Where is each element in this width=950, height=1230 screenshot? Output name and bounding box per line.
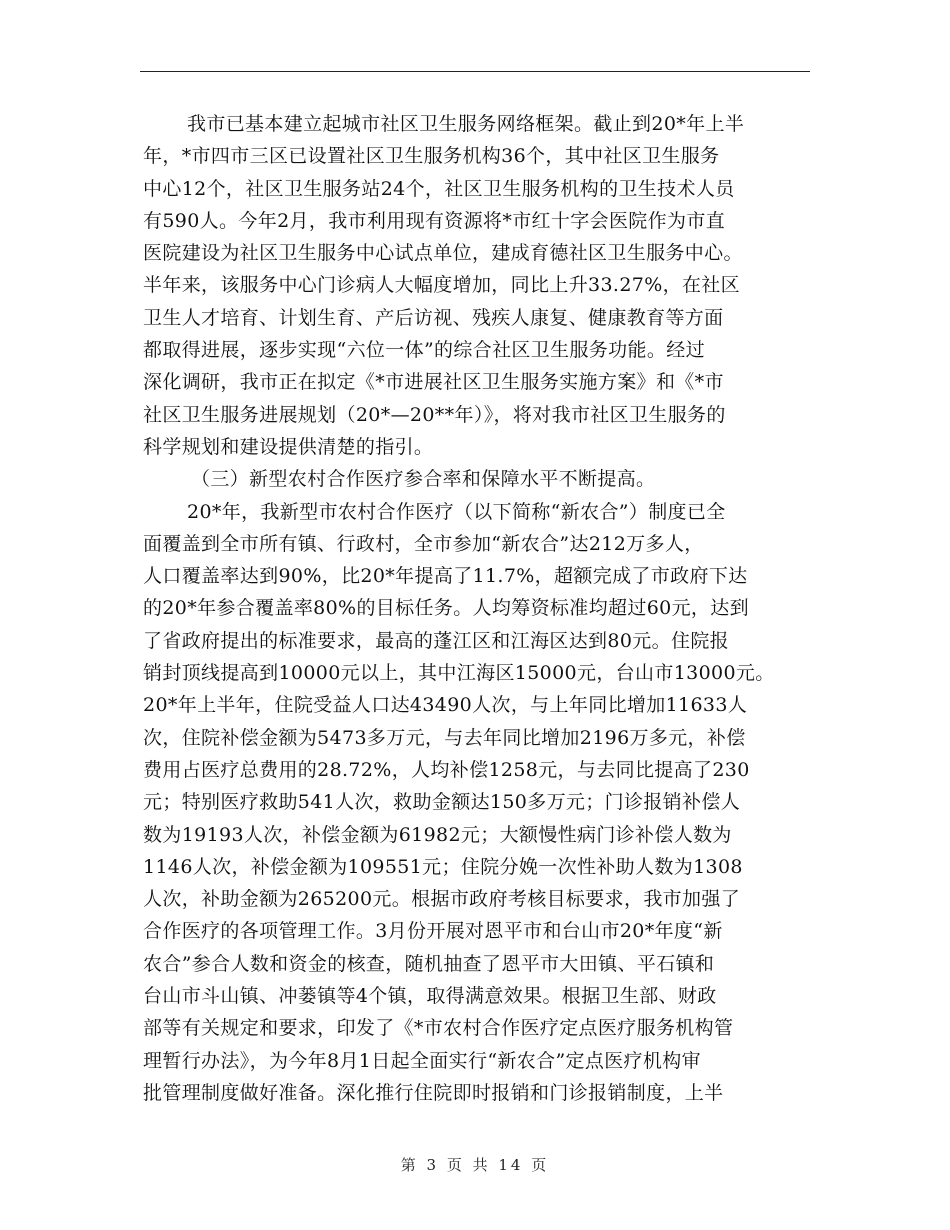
paragraph-line: 台山市斗山镇、冲蒌镇等4个镇，取得满意效果。根据卫生部、财政 — [143, 985, 717, 1008]
paragraph-line: 中心12个，社区卫生服务站24个，社区卫生服务机构的卫生技术人员 — [143, 177, 735, 200]
paragraph-line: 元；特别医疗救助541人次，救助金额达150多万元；门诊报销补偿人 — [143, 791, 741, 814]
paragraph-line: 医院建设为社区卫生服务中心试点单位，建成育德社区卫生服务中心。 — [143, 242, 743, 265]
paragraph-line: 部等有关规定和要求，印发了《*市农村合作医疗定点医疗服务机构管 — [143, 1017, 734, 1040]
paragraph-line: 了省政府提出的标准要求，最高的蓬江区和江海区达到80元。住院报 — [143, 629, 730, 652]
paragraph-line: 年，*市四市三区已设置社区卫生服务机构36个，其中社区卫生服务 — [143, 145, 720, 168]
paragraph-line: 费用占医疗总费用的28.72%，人均补偿1258元，与去同比提高了230 — [143, 758, 750, 781]
paragraph-line: 20*年，我新型市农村合作医疗（以下简称“新农合”）制度已全 — [187, 500, 726, 523]
paragraph-line: 销封顶线提高到10000元以上，其中江海区15000元，台山市13000元。 — [143, 662, 775, 685]
paragraph-line: 科学规划和建设提供清楚的指引。 — [143, 435, 434, 458]
paragraph-line: 的20*年参合覆盖率80%的目标任务。人均筹资标准均超过60元，达到 — [143, 597, 749, 620]
paragraph-line: 有590人。今年2月，我市利用现有资源将*市红十字会医院作为市直 — [143, 209, 726, 232]
paragraph-line: 1146人次，补偿金额为109551元；住院分娩一次性补助人数为1308 — [143, 855, 743, 878]
paragraph-line: 农合”参合人数和资金的核查，随机抽查了恩平市大田镇、平石镇和 — [143, 952, 715, 975]
paragraph-line: 次，住院补偿金额为5473多万元，与去年同比增加2196万多元，补偿 — [143, 726, 746, 749]
header-rule — [140, 71, 810, 72]
paragraph-line: 人次，补助金额为265200元。根据市政府考核目标要求，我市加强了 — [143, 888, 741, 911]
paragraph-line: 批管理制度做好准备。深化推行住院即时报销和门诊报销制度，上半 — [143, 1081, 724, 1104]
document-body — [143, 108, 843, 1109]
page-number: 第 3 页 共 14 页 — [400, 1156, 550, 1174]
paragraph-line: 半年来，该服务中心门诊病人大幅度增加，同比上升33.27%，在社区 — [143, 274, 740, 297]
paragraph-line: 都取得进展，逐步实现“六位一体”的综合社区卫生服务功能。经过 — [143, 339, 705, 362]
paragraph-line: 数为19193人次，补偿金额为61982元；大额慢性病门诊补偿人数为 — [143, 823, 732, 846]
paragraph-line: 合作医疗的各项管理工作。3月份开展对恩平市和台山市20*年度“新 — [143, 920, 723, 943]
section-heading: （三）新型农村合作医疗参合率和保障水平不断提高。 — [191, 468, 656, 491]
paragraph-line: 社区卫生服务进展规划（20*—20**年）》，将对我市社区卫生服务的 — [143, 403, 726, 426]
paragraph-line: 深化调研，我市正在拟定《*市进展社区卫生服务实施方案》和《*市 — [143, 371, 724, 394]
paragraph-line: 卫生人才培育、计划生育、产后访视、残疾人康复、健康教育等方面 — [143, 306, 724, 329]
paragraph-line: 20*年上半年，住院受益人口达43490人次，与上年同比增加11633人 — [143, 694, 748, 717]
paragraph-line: 面覆盖到全市所有镇、行政村，全市参加“新农合”达212万多人， — [143, 532, 704, 555]
paragraph-line: 我市已基本建立起城市社区卫生服务网络框架。截止到20*年上半 — [187, 113, 745, 135]
paragraph-line: 人口覆盖率达到90%，比20*年提高了11.7%，超额完成了市政府下达 — [143, 565, 748, 588]
paragraph-line: 理暂行办法》，为今年8月1日起全面实行“新农合”定点医疗机构审 — [143, 1049, 701, 1072]
